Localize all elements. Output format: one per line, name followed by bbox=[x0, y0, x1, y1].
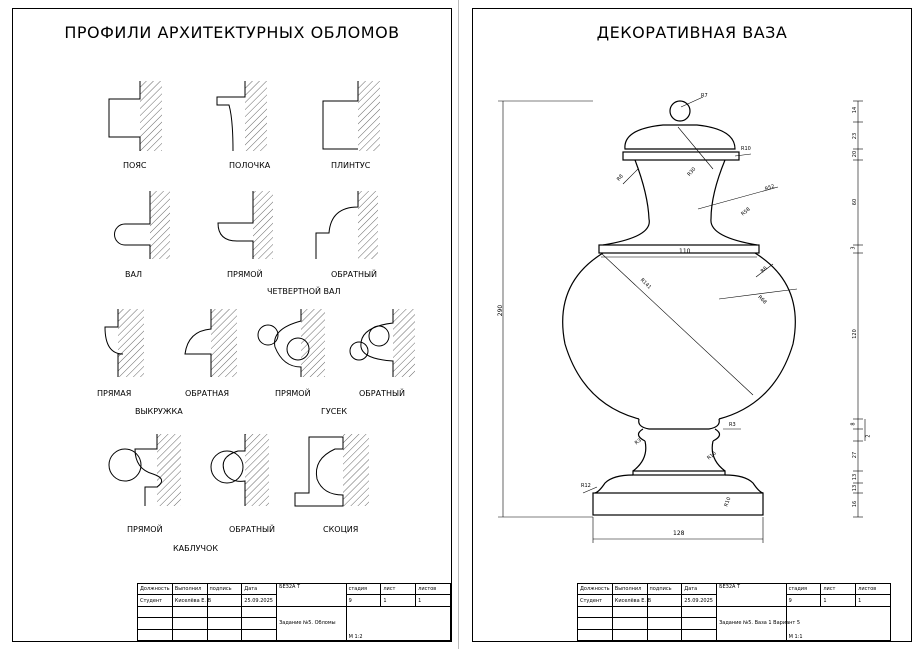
stamp-sheets-header: листов bbox=[856, 584, 891, 595]
dim-right-1: 14 bbox=[852, 106, 859, 114]
stamp-date: 25.09.2025 bbox=[242, 595, 277, 606]
stamp-code: БЕЗ2А Т bbox=[277, 584, 347, 607]
dim-width-110: 110 bbox=[679, 248, 691, 255]
radius-label-10: R3 bbox=[729, 422, 736, 428]
dim-right-2: 23 bbox=[852, 132, 859, 140]
dim-right-10: 16 bbox=[852, 500, 859, 508]
stamp-sheets: 1 bbox=[416, 595, 451, 606]
profile-kabluchok-obratny bbox=[211, 434, 269, 506]
stamp-sheets-header: листов bbox=[416, 584, 451, 595]
label-plintus: ПЛИНТУС bbox=[331, 161, 371, 170]
radius-label-14: R10 bbox=[723, 496, 733, 508]
radius-label-13: R12 bbox=[581, 483, 591, 489]
stamp-executor: Киселёва Е. В bbox=[612, 595, 647, 606]
sheet-separator bbox=[458, 0, 459, 649]
label-obratny-1: ОБРАТНЫЙ bbox=[331, 270, 378, 279]
stamp-signature bbox=[647, 595, 682, 606]
dim-right-vertical: 120 bbox=[851, 329, 858, 339]
label-skotsiya: СКОЦИЯ bbox=[323, 525, 359, 534]
label-obratnaya: ОБРАТНАЯ bbox=[185, 389, 230, 398]
stamp-scale: М 1:1 bbox=[786, 606, 890, 640]
sheet-decorative-vase bbox=[472, 8, 912, 642]
stamp-position: Студент bbox=[138, 595, 173, 606]
stamp-date-header: Дата bbox=[242, 584, 277, 595]
label-polochka: ПОЛОЧКА bbox=[229, 161, 271, 170]
profile-plintus bbox=[323, 81, 380, 151]
label-vykruzhka: ВЫКРУЖКА bbox=[135, 407, 183, 416]
label-kabluchok: КАБЛУЧОК bbox=[173, 544, 218, 553]
radius-label-6: R58 bbox=[740, 206, 752, 218]
stamp-scale: М 1:2 bbox=[346, 606, 450, 640]
profile-poyas bbox=[109, 81, 162, 151]
dim-right-6: 8 bbox=[850, 422, 857, 426]
radius-label-3: R8 bbox=[615, 173, 625, 183]
dim-overall-height: 290 bbox=[497, 304, 505, 317]
stamp-sheet-header: лист bbox=[381, 584, 416, 595]
label-poyas: ПОЯС bbox=[123, 161, 147, 170]
profiles-drawing bbox=[13, 9, 451, 641]
stamp-position-header: Должность bbox=[578, 584, 613, 595]
profile-gusek-pryamoy bbox=[258, 309, 325, 377]
page-title: ДЕКОРАТИВНАЯ ВАЗА bbox=[596, 23, 788, 42]
radius-label-5: R52 bbox=[764, 183, 776, 193]
stamp-sheet-header: лист bbox=[821, 584, 856, 595]
stamp-stage: 9 bbox=[346, 595, 381, 606]
dim-right-5: 3 bbox=[850, 246, 857, 250]
profile-vykruzhka-obratnaya bbox=[185, 309, 237, 377]
profile-chetvertnoy-val-obratny bbox=[316, 191, 378, 259]
radius-label-8: R141 bbox=[638, 277, 653, 291]
label-gusek: ГУСЕК bbox=[321, 407, 348, 416]
dim-right-side: 2 bbox=[865, 434, 872, 438]
radius-label-12: R16 bbox=[706, 450, 718, 462]
label-obratny-3: ОБРАТНЫЙ bbox=[229, 525, 276, 534]
profile-kabluchok-pryamoy bbox=[109, 434, 181, 506]
dim-right-8: 13 bbox=[852, 473, 859, 481]
stamp-sheets: 1 bbox=[856, 595, 891, 606]
radius-label-2: R10 bbox=[741, 146, 751, 152]
profile-skotsiya bbox=[295, 434, 369, 506]
stamp-task: Задание №5. Ваза 1 Вариант 5 bbox=[717, 606, 787, 640]
dim-right-9: 13 bbox=[852, 484, 859, 492]
stamp-executor-header: Выполнил bbox=[172, 584, 207, 595]
vase-drawing bbox=[473, 9, 911, 641]
radius-label-4: R30 bbox=[686, 166, 698, 178]
stamp-sheet: 1 bbox=[821, 595, 856, 606]
stamp-sheet: 1 bbox=[381, 595, 416, 606]
stamp-date: 25.09.2025 bbox=[682, 595, 717, 606]
label-pryamoy-1: ПРЯМОЙ bbox=[227, 270, 263, 279]
label-pryamoy-2: ПРЯМОЙ bbox=[275, 389, 311, 398]
sheet-architectural-profiles bbox=[12, 8, 452, 642]
stamp-code: БЕЗ2А Т bbox=[717, 584, 787, 607]
label-pryamoy-3: ПРЯМОЙ bbox=[127, 525, 163, 534]
stamp-signature bbox=[207, 595, 242, 606]
dim-width-128: 128 bbox=[673, 530, 685, 537]
label-obratny-2: ОБРАТНЫЙ bbox=[359, 389, 406, 398]
profile-chetvertnoy-val-pryamoy bbox=[218, 191, 273, 259]
label-chetvertnoy-val: ЧЕТВЕРТНОЙ ВАЛ bbox=[267, 287, 341, 296]
label-pryamaya: ПРЯМАЯ bbox=[97, 389, 132, 398]
page-title: ПРОФИЛИ АРХИТЕКТУРНЫХ ОБЛОМОВ bbox=[64, 23, 400, 42]
dim-right-4: 60 bbox=[852, 198, 859, 206]
dim-right-7: 27 bbox=[852, 451, 859, 459]
stamp-executor-header: Выполнил bbox=[612, 584, 647, 595]
profile-val bbox=[115, 191, 171, 259]
radius-label-1: R7 bbox=[701, 93, 708, 99]
profile-polochka bbox=[217, 81, 267, 151]
radius-label-11: R3 bbox=[633, 437, 643, 447]
stamp-stage-header: стадия bbox=[786, 584, 821, 595]
title-block bbox=[577, 583, 891, 641]
profile-gusek-obratny bbox=[350, 309, 415, 377]
stamp-date-header: Дата bbox=[682, 584, 717, 595]
label-val: ВАЛ bbox=[125, 270, 142, 279]
radius-label-9: R68 bbox=[756, 294, 768, 306]
stamp-executor: Киселёва Е. В bbox=[172, 595, 207, 606]
stamp-position-header: Должность bbox=[138, 584, 173, 595]
stamp-signature-header: подпись bbox=[207, 584, 242, 595]
radius-label-7: R8 bbox=[759, 265, 769, 275]
stamp-task: Задание №5. Обломы bbox=[277, 606, 347, 640]
stamp-stage-header: стадия bbox=[346, 584, 381, 595]
stamp-position: Студент bbox=[578, 595, 613, 606]
dim-right-3: 20 bbox=[852, 150, 859, 158]
stamp-stage: 9 bbox=[786, 595, 821, 606]
stamp-signature-header: подпись bbox=[647, 584, 682, 595]
profile-vykruzhka-pryamaya bbox=[105, 309, 144, 377]
title-block bbox=[137, 583, 451, 641]
